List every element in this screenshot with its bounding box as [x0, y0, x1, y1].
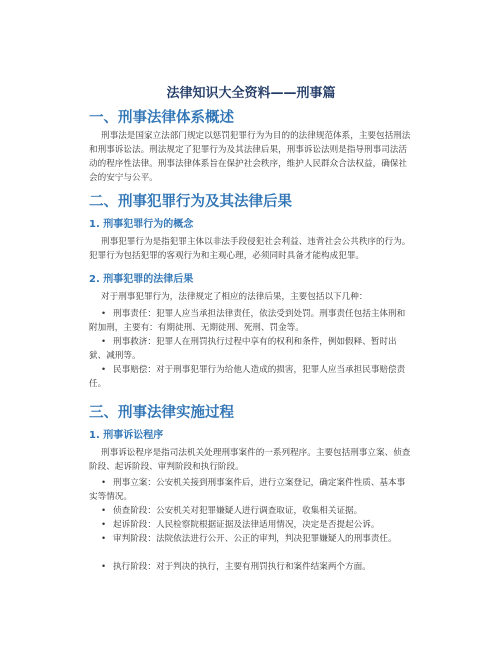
subsection-heading-2-2: 2. 刑事犯罪的法律后果: [89, 274, 194, 285]
bullet-icon: •: [101, 520, 107, 530]
bullet-icon: •: [101, 562, 107, 572]
list-item: [89, 532, 411, 546]
list-item-text: 刑事救济：犯罪人在刑罚执行过程中享有的权利和条件，例如假释、暂时出狱、减刑等。: [89, 337, 397, 361]
section-heading-3: 三、刑事法律实施过程: [89, 405, 234, 421]
subsection-2-2-paragraph: 对于刑事犯罪行为，法律规定了相应的法律后果，主要包括以下几种：: [101, 292, 368, 302]
list-item: [89, 335, 411, 363]
section-heading-2: 二、刑事犯罪行为及其法律后果: [89, 194, 292, 210]
bullet-icon: •: [101, 337, 107, 347]
list-item-text: 民事赔偿：对于刑事犯罪行为给他人造成的损害，犯罪人应当承担民事赔偿责任。: [89, 365, 406, 389]
list-item-text: 侦查阶段：公安机关对犯罪嫌疑人进行调查取证，收集相关证据。: [113, 506, 363, 516]
subsection-heading-2-1: 1. 刑事犯罪行为的概念: [89, 219, 194, 230]
subsection-3-1-paragraph: 刑事诉讼程序是指司法机关处理刑事案件的一系列程序。主要包括刑事立案、侦查阶段、起诉阶段、审判阶段和执行阶段。: [89, 448, 411, 472]
bullet-icon: •: [101, 365, 107, 375]
bullet-icon: •: [101, 506, 107, 516]
bullet-icon: •: [101, 309, 107, 319]
list-item-text: 起诉阶段：人民检察院根据证据及法律适用情况，决定是否提起公诉。: [113, 520, 380, 530]
list-item: [89, 560, 411, 574]
subsection-2-1-paragraph: 刑事犯罪行为是指犯罪主体以非法手段侵犯社会利益、违背社会公共秩序的行为。犯罪行为包括犯罪的客观行为和主观心理，必须同时具备才能构成犯罪。: [89, 237, 411, 261]
list-item-text: 刑事责任：犯罪人应当承担法律责任，依法受到处罚。刑事责任包括主体刑和附加刑，主要有：有期徒刑、无期徒刑、死刑、罚金等。: [89, 309, 406, 333]
bullet-icon: •: [101, 534, 107, 544]
list-item-text: 执行阶段：对于判决的执行，主要有刑罚执行和案件结案两个方面。: [113, 562, 371, 572]
list-item: [89, 476, 411, 504]
list-item-text: 审判阶段：法院依法进行公开、公正的审判，判决犯罪嫌疑人的刑事责任。: [113, 534, 397, 544]
bullet-icon: •: [101, 478, 107, 488]
list-item: [89, 363, 411, 391]
list-item-text: 刑事立案：公安机关接到刑事案件后，进行立案登记，确定案件性质、基本事实等情况。: [89, 478, 406, 502]
section-1-paragraph: 刑事法是国家立法部门规定以惩罚犯罪行为为目的的法律规范体系，主要包括刑法和刑事诉讼法。刑法规定了犯罪行为及其法律后果，刑事诉讼法则是指导刑事司法活动的程序性法律。刑事法律体系旨在保护社会秩序，维护人民群众合法权益，确保社会的安宁与公平。: [89, 131, 411, 183]
section-heading-1: 一、刑事法律体系概述: [89, 110, 234, 126]
subsection-heading-3-1: 1. 刑事诉讼程序: [89, 430, 164, 441]
document-title: 法律知识大全资料——刑事篇: [166, 86, 336, 101]
list-item: [89, 504, 411, 518]
list-item: [89, 307, 411, 335]
list-item: [89, 518, 411, 532]
